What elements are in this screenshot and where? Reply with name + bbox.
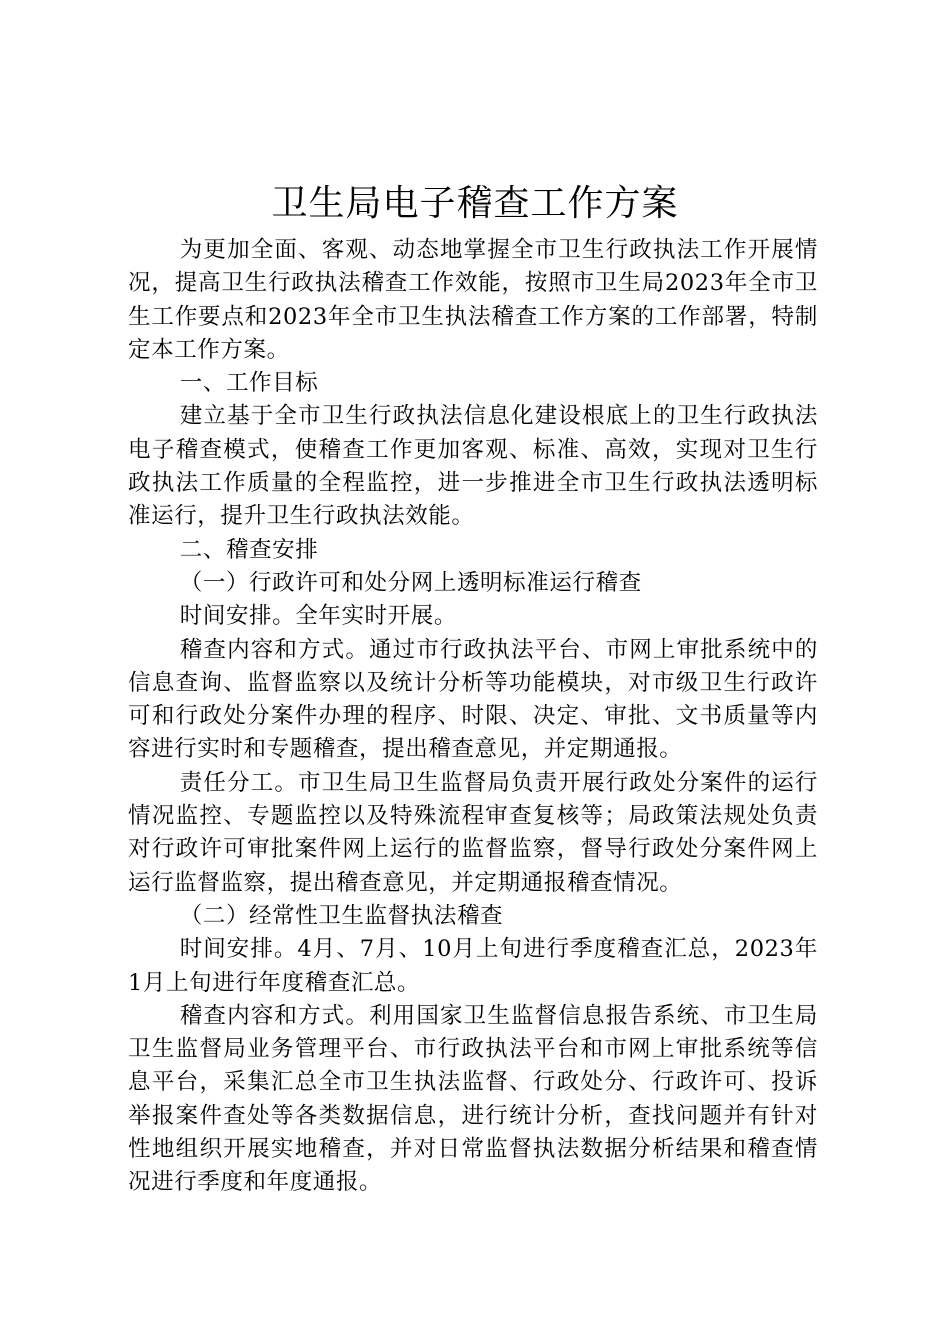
paragraph-schedule-1: 时间安排。全年实时开展。 (179, 603, 457, 630)
document-body (128, 234, 818, 1200)
heading-work-goal: 一、工作目标 (179, 370, 319, 397)
paragraph-intro: 为更加全面、客观、动态地掌握全市卫生行政执法工作开展情况，提高卫生行政执法稽查工作效能，按照市卫生局2023年全市卫生工作要点和2023年全市卫生执法稽查工作方案的工作部署，特制定本工作方案。 (128, 237, 818, 363)
paragraph-schedule-2: 时间安排。4月、7月、10月上旬进行季度稽查汇总，2023年1月上旬进行年度稽查汇总。 (128, 936, 818, 996)
paragraph-work-goal: 建立基于全市卫生行政执法信息化建设根底上的卫生行政执法电子稽查模式，使稽查工作更加客观、标准、高效，实现对卫生行政执法工作质量的全程监控，进一步推进全市卫生行政执法透明标准运行，提升卫生行政执法效能。 (128, 403, 818, 530)
paragraph-content-method-1: 稽查内容和方式。通过市行政执法平台、市网上审批系统中的信息查询、监督监察以及统计分析等功能模块，对市级卫生行政许可和行政处分案件办理的程序、时限、决定、审批、文书质量等内容进行实时和专题稽查，提出稽查意见，并定期通报。 (128, 636, 818, 763)
subheading-online-inspection: （一）行政许可和处分网上透明标准运行稽查 (179, 569, 642, 596)
subheading-routine-inspection: （二）经常性卫生监督执法稽查 (179, 902, 504, 929)
paragraph-content-method-2: 稽查内容和方式。利用国家卫生监督信息报告系统、市卫生局卫生监督局业务管理平台、市行政执法平台和市网上审批系统等信息平台，采集汇总全市卫生执法监督、行政处分、行政许可、投诉举报案件查处等各类数据信息，进行统计分析，查找问题并有针对性地组织开展实地稽查，并对日常监督执法数据分析结果和稽查情况进行季度和年度通报。 (128, 1002, 818, 1196)
paragraph-responsibility: 责任分工。市卫生局卫生监督局负责开展行政处分案件的运行情况监控、专题监控以及特殊流程审查复核等；局政策法规处负责对行政许可审批案件网上运行的监督监察，督导行政处分案件网上运行监督监察，提出稽查意见，并定期通报稽查情况。 (128, 769, 818, 896)
document-title: 卫生局电子稽查工作方案 (271, 183, 679, 224)
heading-inspection-arrangement: 二、稽查安排 (179, 536, 319, 563)
